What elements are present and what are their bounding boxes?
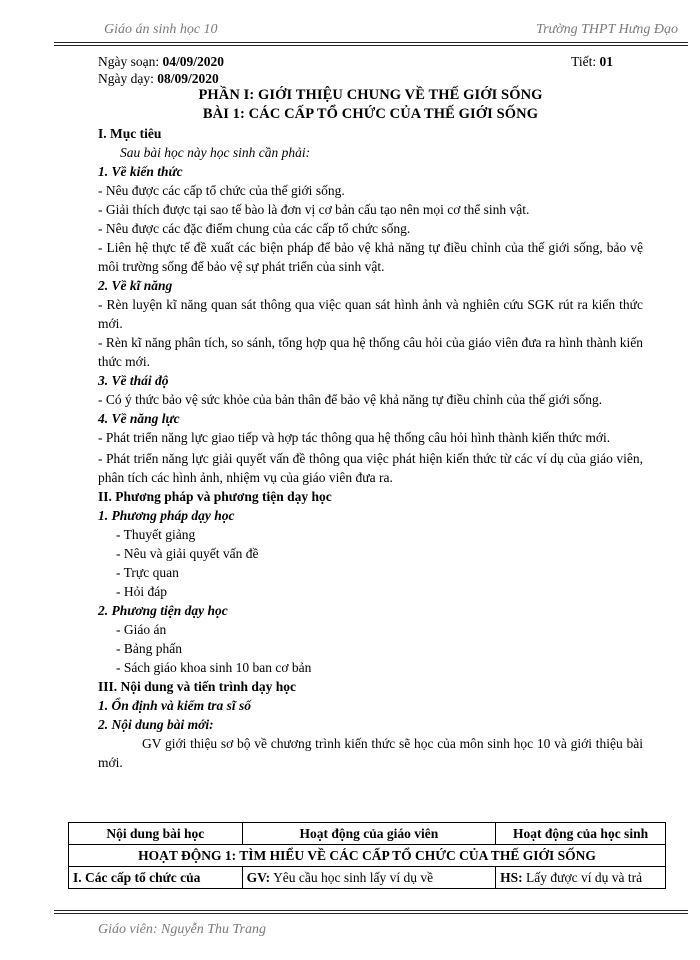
table-cell (496, 867, 666, 889)
activity-title: HOẠT ĐỘNG 1: TÌM HIỂU VỀ CÁC CẤP TỔ CHỨC CỦA THẾ GIỚI SỐNG (69, 845, 666, 867)
lesson-intro: GV giới thiệu sơ bộ về chương trình kiến thức sẽ học của môn sinh học 10 và giới thiệu bài mới. (98, 736, 643, 770)
period-label: Tiết: (571, 54, 597, 69)
table-row (69, 867, 666, 889)
tools-heading: 2. Phương tiện dạy học (98, 603, 228, 618)
column-header: Hoạt động của học sinh (496, 823, 666, 845)
header-subject: Giáo án sinh học 10 (104, 22, 218, 37)
skills-item: - Rèn luyện kĩ năng quan sát thông qua việc quan sát hình ảnh và nghiên cứu SGK rút ra kiến thức mới. (98, 297, 643, 331)
lesson-activity-table (68, 822, 666, 889)
date-prepared-line (98, 52, 643, 71)
table-header-row (69, 823, 666, 845)
new-lesson-heading: 2. Nội dung bài mới: (98, 717, 214, 732)
table-cell: I. Các cấp tổ chức của (69, 867, 243, 889)
teacher-label: GV: (246, 870, 271, 885)
objectives-intro: Sau bài học này học sinh cần phải: (120, 145, 311, 160)
activity-row (69, 845, 666, 867)
process-heading: III. Nội dung và tiến trình dạy học (98, 679, 297, 694)
student-label: HS: (500, 870, 523, 885)
method-item: - Nêu và giải quyết vấn đề (116, 546, 259, 561)
attitude-item: - Có ý thức bảo vệ sức khỏe của bản thân để bảo vệ khả năng tự điều chỉnh của thế giới sống. (98, 392, 603, 407)
footer-rule-2 (54, 913, 688, 914)
part-title: PHẦN I: GIỚI THIỆU CHUNG VỀ THẾ GIỚI SỐNG (198, 87, 543, 103)
tool-item: - Giáo án (116, 622, 167, 637)
date-taught-line (98, 71, 643, 86)
competency-item: - Phát triển năng lực giao tiếp và hợp tác thông qua hệ thống câu hỏi hình thành kiến thức mới. (98, 430, 611, 445)
knowledge-heading: 1. Về kiến thức (98, 164, 183, 179)
date-prepared: 04/09/2020 (162, 54, 225, 69)
knowledge-item: - Nêu được các cấp tổ chức của thế giới sống. (98, 183, 345, 198)
document-body (98, 52, 643, 772)
attendance-heading: 1. Ổn định và kiểm tra sĩ số (98, 698, 252, 713)
attitude-heading: 3. Về thái độ (98, 373, 169, 388)
date-taught-label: Ngày dạy: (98, 71, 154, 86)
knowledge-item: - Liên hệ thực tế đề xuất các biện pháp để bảo vệ khả năng tự điều chỉnh của thế giới sống, bảo vệ môi trường sống để bảo vệ sự phát triển của sinh vật. (98, 240, 643, 274)
tool-item: - Bảng phấn (116, 641, 182, 656)
date-taught: 08/09/2020 (157, 71, 219, 86)
method-item: - Hỏi đáp (116, 584, 167, 599)
method-item: - Thuyết giảng (116, 527, 196, 542)
method-item: - Trực quan (116, 565, 179, 580)
table-cell (242, 867, 495, 889)
methods-heading: 1. Phương pháp dạy học (98, 508, 235, 523)
header-rule (54, 42, 688, 43)
footer-rule (54, 910, 688, 911)
date-prepared-label: Ngày soạn: (98, 54, 160, 69)
period-number: 01 (599, 54, 613, 69)
knowledge-item: - Nêu được các đặc điểm chung của các cấp tổ chức sống. (98, 221, 411, 236)
methods-section-heading: II. Phương pháp và phương tiện dạy học (98, 489, 332, 504)
skills-heading: 2. Về kĩ năng (98, 278, 173, 293)
header-school: Trường THPT Hưng Đạo (536, 22, 678, 37)
footer-teacher: Giáo viên: Nguyễn Thu Trang (98, 922, 266, 937)
column-header: Nội dung bài học (69, 823, 243, 845)
period-box (571, 52, 613, 71)
student-text: Lấy được ví dụ và trả (526, 870, 643, 885)
competency-heading: 4. Về năng lực (98, 411, 180, 426)
teacher-text: Yêu cầu học sinh lấy ví dụ về (273, 870, 434, 885)
tool-item: - Sách giáo khoa sinh 10 ban cơ bản (116, 660, 312, 675)
skills-item: - Rèn kĩ năng phân tích, so sánh, tổng hợp qua hệ thống câu hỏi của giáo viên đưa ra hình thành kiến thức mới. (98, 335, 643, 369)
knowledge-item: - Giải thích được tại sao tế bào là đơn vị cơ bản cấu tạo nên mọi cơ thể sinh vật. (98, 202, 530, 217)
column-header: Hoạt động của giáo viên (242, 823, 495, 845)
objectives-heading: I. Mục tiêu (98, 126, 162, 141)
header-rule-2 (54, 45, 688, 46)
lesson-title: BÀI 1: CÁC CẤP TỔ CHỨC CỦA THẾ GIỚI SỐNG (202, 106, 539, 122)
competency-item: - Phát triển năng lực giải quyết vấn đề thông qua việc phát hiện kiến thức từ các ví dụ của giáo viên, phân tích các hình ảnh, nhiệm vụ của giáo viên đưa ra. (98, 451, 643, 485)
